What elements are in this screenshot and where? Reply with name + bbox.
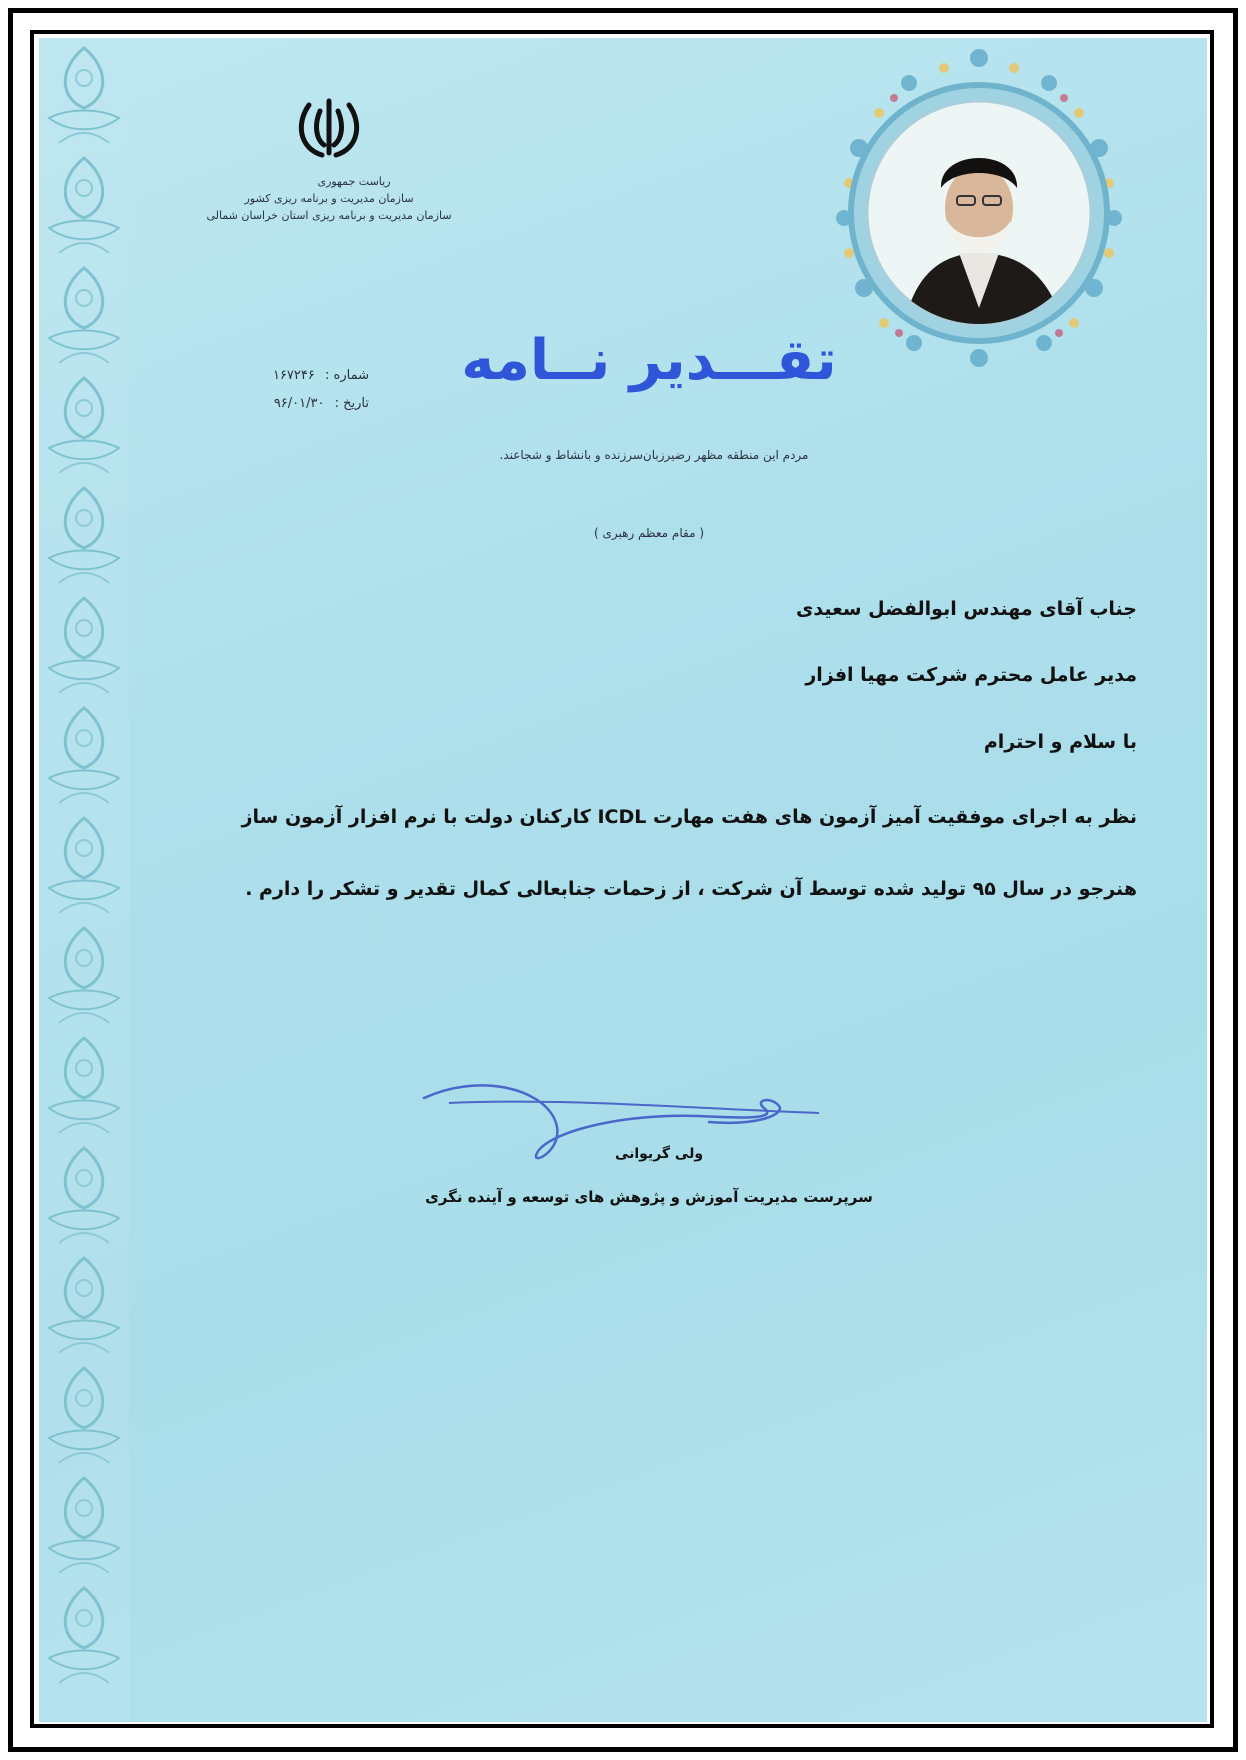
handwritten-signature bbox=[419, 1078, 839, 1188]
certificate-paper bbox=[39, 38, 1207, 1722]
signer-name: ولی گریوانی bbox=[614, 1146, 704, 1162]
certificate-title: تقـــدیر نــامه bbox=[461, 328, 837, 393]
paragraph-line-1: نظر به اجرای موفقیت آمیز آزمون های هفت مهارت ICDL کارکنان دولت با نرم افزار آزمون ساز bbox=[241, 806, 1137, 828]
position-line: مدیر عامل محترم شرکت مهیا افزار bbox=[805, 664, 1137, 686]
quote-source: ( مقام معظم رهبری ) bbox=[593, 526, 704, 540]
org-line-presidency: ریاست جمهوری bbox=[317, 175, 391, 188]
org-line-national: سازمان مدیریت و برنامه ریزی کشور bbox=[244, 192, 414, 205]
iran-emblem-icon bbox=[294, 93, 364, 163]
signer-title: سرپرست مدیریت آموزش و پژوهش های توسعه و آینده نگری bbox=[425, 1188, 873, 1206]
leader-quote: مردم این منطقه مظهر رضیرزبان‌سرزنده و بانشاط و شجاعند. bbox=[499, 448, 809, 462]
addressee-line: جناب آقای مهندس ابوالفضل سعیدی bbox=[795, 598, 1137, 620]
reference-date bbox=[189, 396, 369, 411]
ornamental-border bbox=[39, 38, 129, 1722]
reference-number bbox=[189, 368, 369, 383]
greeting-line: با سلام و احترام bbox=[983, 731, 1137, 753]
reference-date-label: تاریخ : bbox=[334, 396, 369, 411]
issuer-block bbox=[184, 93, 474, 224]
reference-date-value: ۹۶/۰۱/۳۰ bbox=[273, 396, 325, 411]
org-line-provincial: سازمان مدیریت و برنامه ریزی استان خراسان شمالی bbox=[206, 209, 452, 222]
reference-number-label: شماره : bbox=[325, 368, 369, 383]
paragraph-line-2: هنرجو در سال ۹۵ تولید شده توسط آن شرکت ، از زحمات جنابعالی کمال تقدیر و تشکر را دارم . bbox=[245, 878, 1137, 900]
portrait-medallion bbox=[819, 38, 1139, 378]
reference-number-value: ۱۶۷۲۴۶ bbox=[272, 368, 315, 383]
